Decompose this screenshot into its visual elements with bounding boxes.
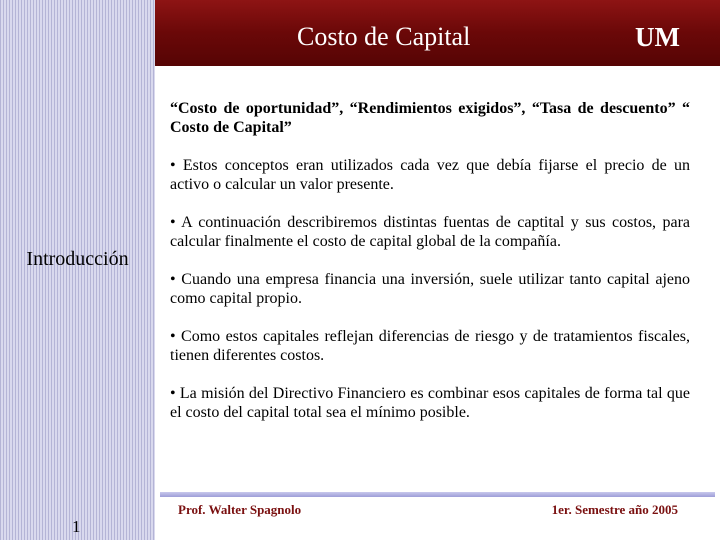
bullet-item: • Estos conceptos eran utilizados cada vez que debía fijarse el precio de un activo o calcular un valor presente. bbox=[170, 157, 690, 193]
bullet-item: • A continuación describiremos distintas fuentas de captital y sus costos, para calcular finalmente el costo de capital global de la compañía. bbox=[170, 214, 690, 250]
footer-semester: 1er. Semestre año 2005 bbox=[551, 502, 678, 517]
bullet-item: • Como estos capitales reflejan diferencias de riesgo y de tratamientos fiscales, tienen diferentes costos. bbox=[170, 328, 690, 364]
footer-divider bbox=[160, 492, 715, 497]
bullet-item: • Cuando una empresa financia una inversión, suele utilizar tanto capital ajeno como capital propio. bbox=[170, 271, 690, 307]
left-panel bbox=[0, 0, 155, 540]
slide-title: Costo de Capital bbox=[297, 22, 471, 51]
logo: UM bbox=[635, 22, 680, 52]
bullet-item: • La misión del Directivo Financiero es combinar esos capitales de forma tal que el costo del capital total sea el mínimo posible. bbox=[170, 385, 690, 421]
side-title: Introducción bbox=[26, 248, 129, 270]
slide-content bbox=[170, 99, 690, 422]
title-bar bbox=[155, 0, 720, 66]
page-number: 1 bbox=[72, 517, 81, 536]
footer-author: Prof. Walter Spagnolo bbox=[178, 502, 302, 517]
intro-text: “Costo de oportunidad”, “Rendimientos exigidos”, “Tasa de descuento” “ Costo de Capital” bbox=[170, 100, 690, 136]
